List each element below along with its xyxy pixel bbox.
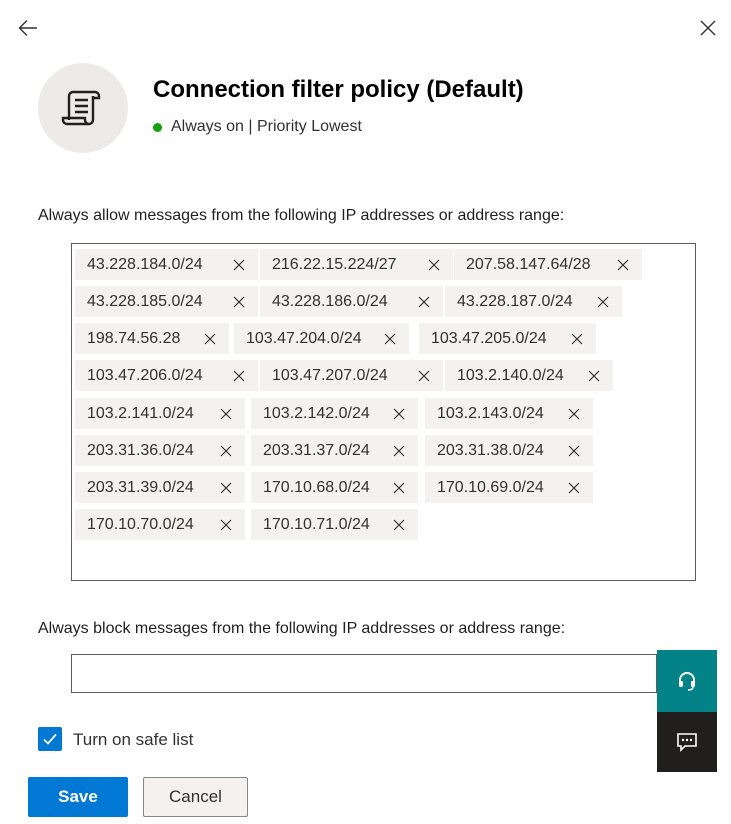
ip-tag-label: 43.228.185.0/24 <box>87 292 203 310</box>
remove-tag-button[interactable] <box>388 440 410 462</box>
ip-tag-label: 103.47.205.0/24 <box>431 329 547 347</box>
ip-tag <box>419 323 596 354</box>
remove-tag-button[interactable] <box>388 403 410 425</box>
close-icon <box>568 408 580 420</box>
ip-tag <box>251 435 418 466</box>
safe-list-label[interactable]: Turn on safe list <box>73 730 194 749</box>
remove-tag-button[interactable] <box>563 477 585 499</box>
ip-tag-label: 203.31.39.0/24 <box>87 478 194 496</box>
close-icon <box>393 445 405 457</box>
ip-tag-label: 198.74.56.28 <box>87 329 181 347</box>
ip-tag <box>251 398 418 429</box>
close-icon <box>233 370 245 382</box>
close-icon <box>418 370 430 382</box>
ip-tag <box>425 435 593 466</box>
close-icon <box>571 333 583 345</box>
ip-tag <box>75 323 229 354</box>
close-icon <box>393 519 405 531</box>
close-icon <box>204 333 216 345</box>
policy-avatar <box>38 63 128 153</box>
ip-tag-label: 216.22.15.224/27 <box>272 255 397 273</box>
ip-tag <box>260 286 443 317</box>
ip-tag <box>75 398 245 429</box>
ip-tag <box>75 509 245 540</box>
remove-tag-button[interactable] <box>563 440 585 462</box>
page-title: Connection filter policy (Default) <box>153 76 524 103</box>
close-icon <box>617 259 629 271</box>
remove-tag-button[interactable] <box>215 514 237 536</box>
allow-list-label: Always allow messages from the following IP addresses or address range: <box>38 207 565 224</box>
ip-tag <box>425 398 593 429</box>
remove-tag-button[interactable] <box>563 403 585 425</box>
remove-tag-button[interactable] <box>583 365 605 387</box>
feedback-icon <box>676 732 698 752</box>
remove-tag-button[interactable] <box>423 254 445 276</box>
safe-list-checkbox[interactable] <box>38 727 62 751</box>
close-icon <box>220 519 232 531</box>
ip-tag-label: 103.47.207.0/24 <box>272 366 388 384</box>
block-list-label: Always block messages from the following IP addresses or address range: <box>38 620 566 637</box>
ip-tag-label: 43.228.187.0/24 <box>457 292 573 310</box>
block-list-input[interactable] <box>71 654 657 693</box>
allow-list-field[interactable] <box>71 243 696 581</box>
ip-tag-label: 170.10.69.0/24 <box>437 478 544 496</box>
close-icon <box>220 482 232 494</box>
close-icon <box>588 370 600 382</box>
ip-tag <box>445 360 613 391</box>
ip-tag <box>445 286 622 317</box>
ip-tag <box>75 435 245 466</box>
scroll-icon <box>61 86 105 130</box>
ip-tag-label: 103.47.206.0/24 <box>87 366 203 384</box>
ip-tag <box>75 286 258 317</box>
remove-tag-button[interactable] <box>228 291 250 313</box>
status-text: Always on | Priority Lowest <box>171 118 362 135</box>
close-icon <box>384 333 396 345</box>
ip-tag-label: 170.10.70.0/24 <box>87 515 194 533</box>
feedback-button[interactable] <box>657 712 717 772</box>
status-dot <box>153 123 162 132</box>
ip-tag <box>75 472 245 503</box>
remove-tag-button[interactable] <box>379 328 401 350</box>
ip-tag <box>251 472 418 503</box>
close-icon <box>698 18 718 38</box>
remove-tag-button[interactable] <box>388 477 410 499</box>
ip-tag-label: 43.228.186.0/24 <box>272 292 388 310</box>
remove-tag-button[interactable] <box>215 440 237 462</box>
close-icon <box>597 296 609 308</box>
remove-tag-button[interactable] <box>592 291 614 313</box>
remove-tag-button[interactable] <box>215 477 237 499</box>
ip-tag <box>454 249 642 280</box>
ip-tag <box>251 509 418 540</box>
ip-tag-label: 103.2.142.0/24 <box>263 404 370 422</box>
close-icon <box>568 482 580 494</box>
ip-tag-label: 43.228.184.0/24 <box>87 255 203 273</box>
close-icon <box>428 259 440 271</box>
close-icon <box>568 445 580 457</box>
ip-tag-label: 170.10.68.0/24 <box>263 478 370 496</box>
ip-tag <box>75 360 258 391</box>
ip-tag <box>234 323 409 354</box>
policy-status <box>153 118 362 136</box>
ip-tag <box>260 249 453 280</box>
remove-tag-button[interactable] <box>388 514 410 536</box>
close-icon <box>220 445 232 457</box>
ip-tag <box>425 472 593 503</box>
headset-icon <box>676 670 698 692</box>
remove-tag-button[interactable] <box>413 365 435 387</box>
cancel-button[interactable]: Cancel <box>143 777 248 817</box>
remove-tag-button[interactable] <box>215 403 237 425</box>
ip-tag-label: 203.31.36.0/24 <box>87 441 194 459</box>
ip-tag <box>260 360 443 391</box>
remove-tag-button[interactable] <box>228 254 250 276</box>
back-button[interactable] <box>14 14 42 42</box>
close-icon <box>220 408 232 420</box>
ip-tag-label: 203.31.37.0/24 <box>263 441 370 459</box>
ip-tag-label: 103.2.141.0/24 <box>87 404 194 422</box>
close-icon <box>393 482 405 494</box>
ip-tag-label: 103.2.140.0/24 <box>457 366 564 384</box>
remove-tag-button[interactable] <box>566 328 588 350</box>
close-icon <box>418 296 430 308</box>
close-button[interactable] <box>694 14 722 42</box>
ip-tag-label: 207.58.147.64/28 <box>466 255 591 273</box>
remove-tag-button[interactable] <box>228 365 250 387</box>
ip-tag-label: 203.31.38.0/24 <box>437 441 544 459</box>
close-icon <box>233 259 245 271</box>
ip-tag <box>75 249 258 280</box>
save-button[interactable]: Save <box>28 777 128 817</box>
ip-tag-label: 103.47.204.0/24 <box>246 329 362 347</box>
close-icon <box>233 296 245 308</box>
ip-tag-label: 170.10.71.0/24 <box>263 515 370 533</box>
remove-tag-button[interactable] <box>612 254 634 276</box>
checkmark-icon <box>42 731 58 747</box>
arrow-left-icon <box>16 16 40 40</box>
ip-tag-label: 103.2.143.0/24 <box>437 404 544 422</box>
close-icon <box>393 408 405 420</box>
help-button[interactable] <box>657 650 717 712</box>
remove-tag-button[interactable] <box>413 291 435 313</box>
remove-tag-button[interactable] <box>199 328 221 350</box>
